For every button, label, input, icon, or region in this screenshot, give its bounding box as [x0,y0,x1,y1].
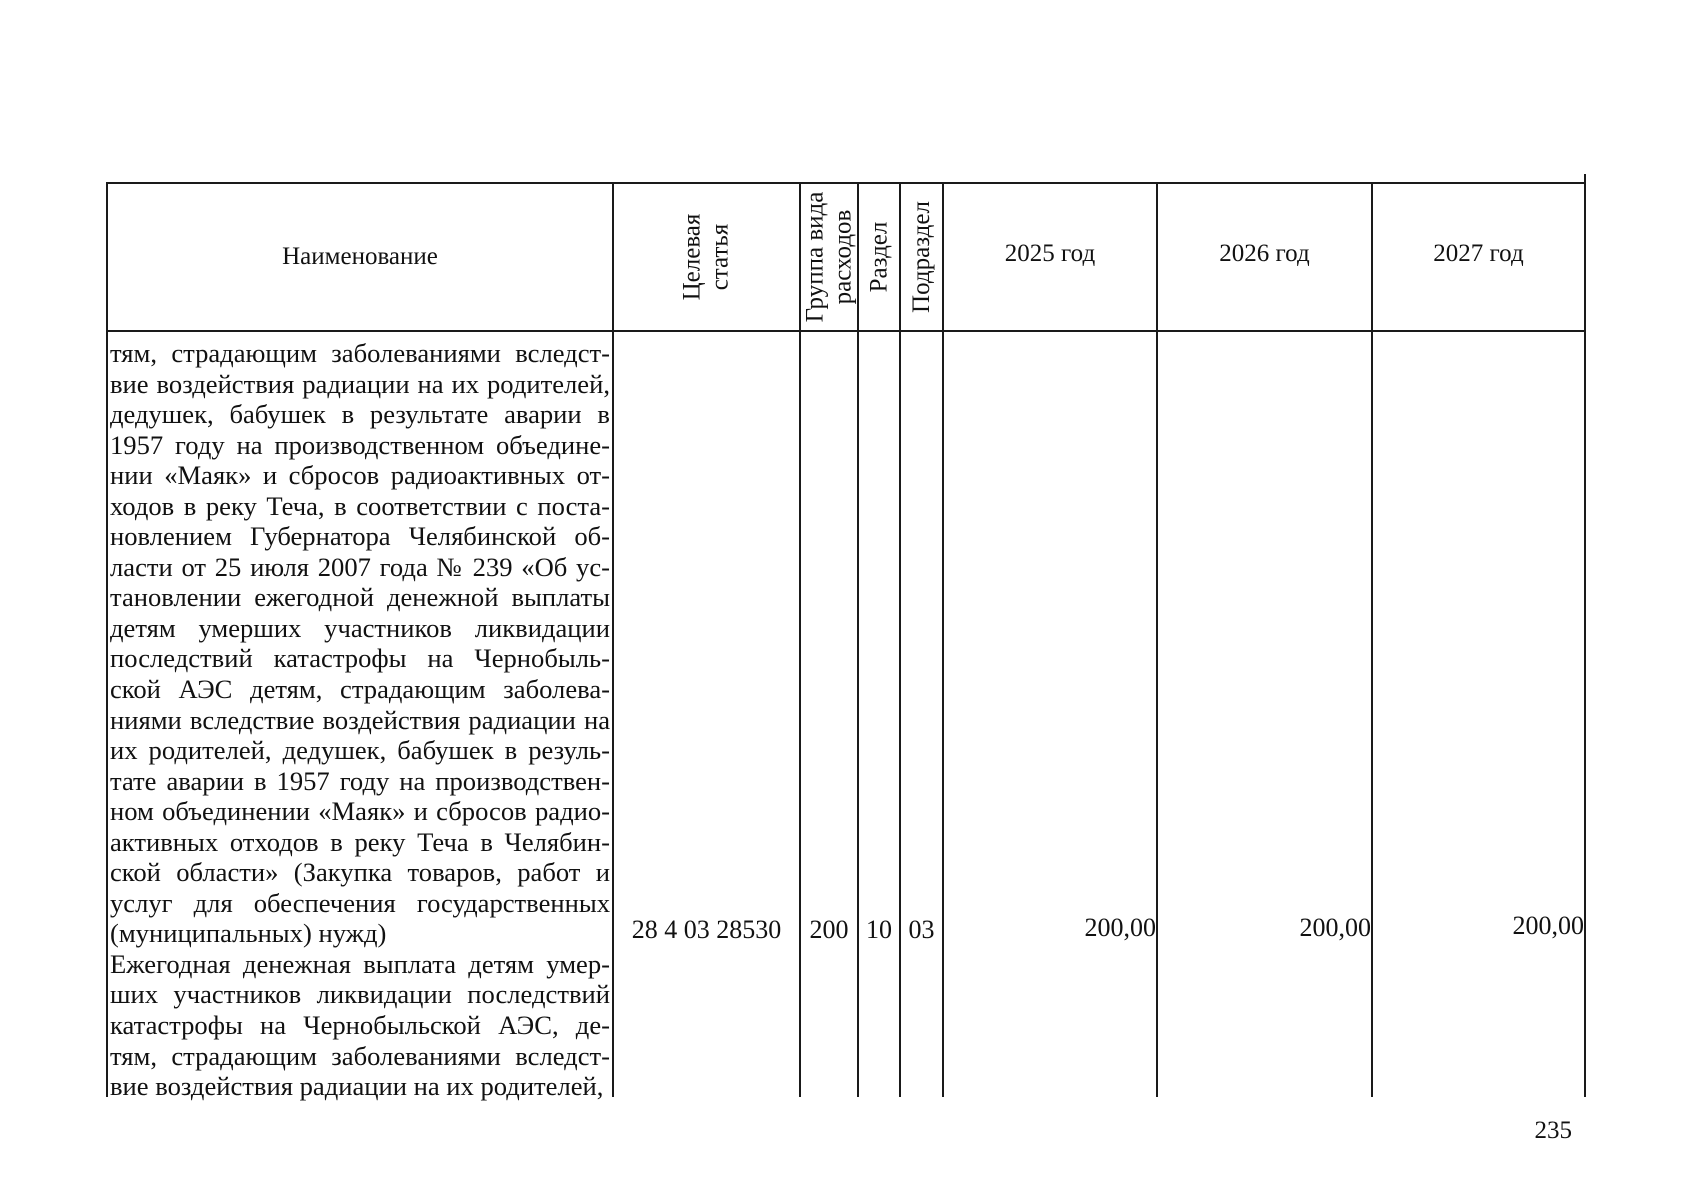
description-line: тановлении ежегодной денежной выплаты [110,582,610,613]
description-line: ном объединении «Маяк» и сбросов радио- [110,796,610,827]
header-target-article: Целевая статья [678,213,734,301]
cell-section: 10 [866,915,892,944]
description-line: тям, страдающим заболеваниями вследст- [110,1040,610,1071]
cell-subsection: 03 [908,915,935,944]
cell-target-article: 28 4 03 28530 [631,915,782,944]
cell-year-2027: 200,00 [1512,911,1584,940]
description-line: их родителей, дедушек, бабушек в резуль- [110,735,610,766]
description-line: ших участников ликвидации последствий [110,979,610,1010]
description-line: катастрофы на Чернобыльской АЭС, де- [110,1010,610,1041]
description-line: Ежегодная денежная выплата детям умер- [110,948,610,979]
table-right-border [1584,174,1586,1097]
description-line: ской области» (Закупка товаров, работ и [110,857,610,888]
header-name: Наименование [282,243,438,271]
description-line: вие воздействия радиации на их родителей, [110,368,610,399]
header-expense-group: Группа вида расходов [801,191,856,323]
cell-year-2025: 200,00 [1084,913,1156,942]
description-line: ниями вследствие воздействия радиации на [110,704,610,735]
description-line: новлением Губернатора Челябинской об- [110,521,610,552]
cell-year-2026: 200,00 [1299,913,1371,942]
description-line: последствий катастрофы на Чернобыль- [110,643,610,674]
description-line: ходов в реку Теча, в соответствии с поста- [110,490,610,521]
cell-expense-group: 200 [809,915,849,944]
header-year-2026: 2026 год [1219,240,1310,268]
description-line: тате аварии в 1957 году на производствен- [110,765,610,796]
description-line: ласти от 25 июля 2007 года № 239 «Об ус- [110,551,610,582]
header-section: Раздел [865,221,892,293]
header-year-2027: 2027 год [1433,240,1524,268]
description-line: услуг для обеспечения государственных [110,887,610,918]
description-line: ской АЭС детям, страдающим заболева- [110,674,610,705]
description-line: 1957 году на производственном объедине- [110,429,610,460]
header-bottom-border [106,330,1586,332]
description-line: нии «Маяк» и сбросов радиоактивных от- [110,460,610,491]
description-line: детям умерших участников ликвидации [110,612,610,643]
header-subsection: Подраздел [907,201,935,313]
description-line: дедушек, бабушек в результате аварии в [110,399,610,430]
row-description [110,338,610,1102]
header-year-2025: 2025 год [1004,240,1096,268]
description-line: вие воздействия радиации на их родителей, [110,1071,604,1102]
page-number: 235 [1534,1117,1572,1144]
description-line: (муниципальных) нужд) [110,918,387,949]
description-line: активных отходов в реку Теча в Челябин- [110,826,610,857]
description-line: тям, страдающим заболеваниями вследст- [110,338,610,368]
